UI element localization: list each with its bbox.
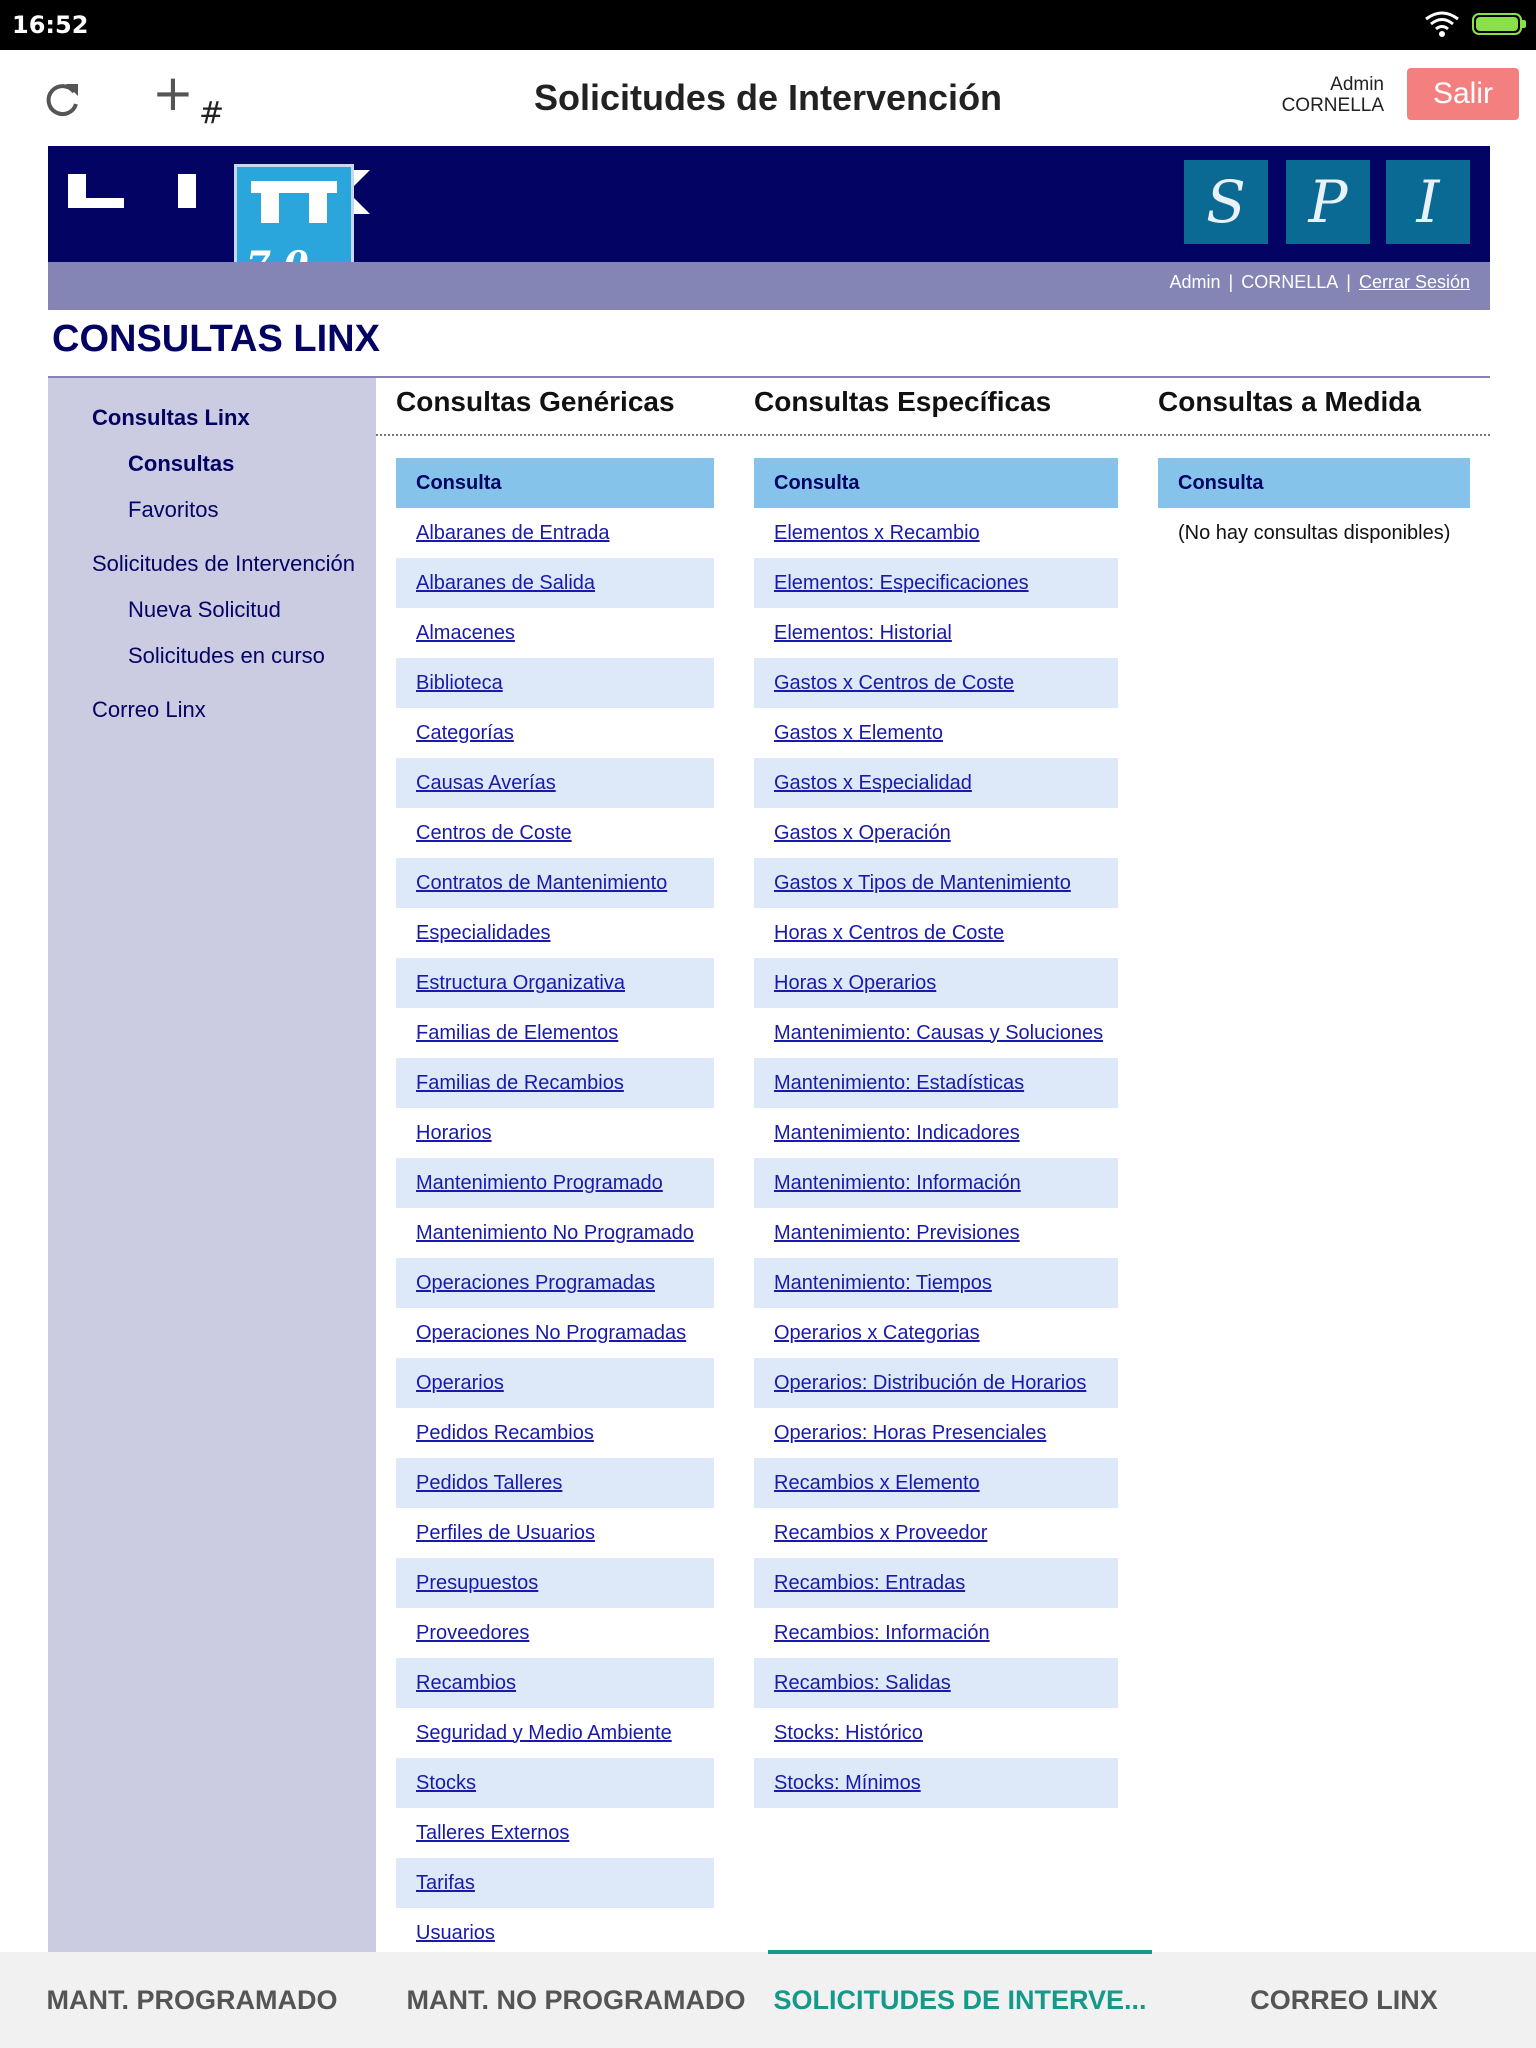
table-row — [754, 1358, 1118, 1408]
table-header: Consulta — [396, 458, 714, 508]
table-row — [396, 1208, 714, 1258]
table-row — [754, 558, 1118, 608]
query-link[interactable]: Elementos: Especificaciones — [774, 571, 1029, 594]
query-link[interactable]: Mantenimiento: Estadísticas — [774, 1071, 1025, 1094]
status-bar — [0, 0, 1536, 50]
table-row — [396, 1058, 714, 1108]
table-row — [396, 1308, 714, 1358]
table-row — [396, 1908, 714, 1958]
table-medida — [1158, 458, 1470, 558]
query-link[interactable]: Elementos: Historial — [774, 621, 952, 644]
sidebar-item[interactable]: Consultas — [128, 451, 235, 476]
query-link[interactable]: Mantenimiento No Programado — [416, 1221, 694, 1244]
table-row — [396, 1508, 714, 1558]
banner-user: Admin — [1169, 272, 1221, 292]
query-link[interactable]: Biblioteca — [416, 671, 503, 694]
banner-location: CORNELLA — [1241, 272, 1339, 292]
query-link[interactable]: Tarifas — [416, 1871, 475, 1894]
logo-n-glyph — [237, 167, 351, 247]
column-title-medida: Consultas a Medida — [1158, 386, 1421, 417]
column-title-genericas: Consultas Genéricas — [396, 386, 675, 417]
query-link[interactable]: Mantenimiento: Tiempos — [774, 1271, 992, 1294]
query-link[interactable]: Gastos x Elemento — [774, 721, 943, 744]
query-link[interactable]: Usuarios — [416, 1921, 495, 1944]
sidebar-item[interactable]: Nueva Solicitud — [128, 597, 281, 622]
tab-active-indicator — [768, 1950, 1152, 1954]
table-row — [396, 1858, 714, 1908]
table-row — [396, 658, 714, 708]
table-row — [396, 1408, 714, 1458]
table-row — [396, 1558, 714, 1608]
table-row — [754, 1558, 1118, 1608]
table-row — [754, 758, 1118, 808]
table-row — [396, 1358, 714, 1408]
query-link[interactable]: Gastos x Centros de Coste — [774, 671, 1015, 694]
table-row — [396, 708, 714, 758]
table-row — [396, 1658, 714, 1708]
table-row — [396, 858, 714, 908]
bottom-tab-bar — [0, 1952, 1536, 2048]
app-bar — [0, 50, 1536, 146]
table-row — [396, 1758, 714, 1808]
query-link[interactable]: Recambios: Salidas — [774, 1671, 951, 1694]
query-link[interactable]: Horas x Operarios — [774, 971, 937, 994]
query-link[interactable]: Recambios x Elemento — [774, 1471, 980, 1494]
spi-tile-s: S — [1184, 160, 1268, 244]
table-row — [396, 758, 714, 808]
table-row — [396, 1458, 714, 1508]
page-title: CONSULTAS LINX — [52, 318, 380, 360]
query-link[interactable]: Estructura Organizativa — [416, 971, 625, 994]
query-link[interactable]: Horarios — [416, 1121, 492, 1144]
query-link[interactable]: Mantenimiento Programado — [416, 1171, 663, 1194]
query-link[interactable]: Stocks: Mínimos — [774, 1771, 921, 1794]
table-especificas — [754, 458, 1118, 1808]
table-row — [754, 1308, 1118, 1358]
table-row — [396, 558, 714, 608]
query-link[interactable]: Albaranes de Entrada — [416, 521, 610, 544]
query-link[interactable]: Talleres Externos — [416, 1821, 570, 1844]
query-link[interactable]: Categorías — [416, 721, 514, 744]
table-row — [754, 1008, 1118, 1058]
query-link[interactable]: Familias de Recambios — [416, 1071, 624, 1094]
query-link[interactable]: Operarios: Distribución de Horarios — [774, 1371, 1087, 1394]
tab-mant-no-programado[interactable]: MANT. NO PROGRAMADO — [406, 1984, 746, 2015]
query-link[interactable]: Recambios — [416, 1671, 517, 1694]
sidebar-item[interactable]: Correo Linx — [92, 697, 206, 722]
table-row — [754, 1408, 1118, 1458]
query-link[interactable]: Operarios x Categorias — [774, 1321, 980, 1344]
table-row — [396, 1608, 714, 1658]
table-row — [754, 1758, 1118, 1808]
tab-solicitudes[interactable]: SOLICITUDES DE INTERVE... — [773, 1984, 1147, 2015]
table-row — [754, 1458, 1118, 1508]
query-link[interactable]: Operaciones No Programadas — [416, 1321, 687, 1344]
query-link[interactable]: Operarios — [416, 1371, 504, 1394]
table-row — [396, 808, 714, 858]
query-link[interactable]: Mantenimiento: Información — [774, 1171, 1021, 1194]
table-row — [754, 608, 1118, 658]
table-row — [396, 1808, 714, 1858]
table-row — [754, 708, 1118, 758]
app-title: Solicitudes de Intervención — [533, 77, 1003, 118]
query-link[interactable]: Almacenes — [416, 621, 515, 644]
wifi-icon — [1424, 10, 1460, 38]
table-genericas — [396, 458, 714, 1958]
app-user-location: CORNELLA — [1281, 95, 1384, 116]
table-row — [754, 1508, 1118, 1558]
query-link[interactable]: Albaranes de Salida — [416, 571, 596, 594]
query-link[interactable]: Presupuestos — [416, 1571, 539, 1594]
sidebar-item[interactable]: Solicitudes de Intervención — [92, 551, 355, 576]
table-row — [396, 1158, 714, 1208]
query-link[interactable]: Seguridad y Medio Ambiente — [416, 1721, 672, 1744]
table-row — [396, 1708, 714, 1758]
table-row — [754, 858, 1118, 908]
empty-message: (No hay consultas disponibles) — [1178, 521, 1451, 544]
table-row — [396, 1108, 714, 1158]
query-link[interactable]: Recambios: Información — [774, 1621, 990, 1644]
app-user-info — [1282, 74, 1384, 116]
query-link[interactable]: Recambios x Proveedor — [774, 1521, 988, 1544]
table-row — [396, 608, 714, 658]
query-link[interactable]: Pedidos Talleres — [416, 1471, 563, 1494]
table-row — [754, 1608, 1118, 1658]
app-user-name: Admin — [1330, 74, 1384, 95]
query-link[interactable]: Horas x Centros de Coste — [774, 921, 1005, 944]
hash-label[interactable]: # — [199, 96, 225, 131]
query-link[interactable]: Centros de Coste — [416, 821, 572, 844]
sidebar-item[interactable]: Favoritos — [128, 497, 219, 522]
query-link[interactable]: Especialidades — [416, 921, 551, 944]
add-icon[interactable]: + — [152, 64, 194, 122]
table-row — [754, 1108, 1118, 1158]
sidebar-item[interactable]: Consultas Linx — [92, 405, 250, 430]
query-link[interactable]: Mantenimiento: Indicadores — [774, 1121, 1020, 1144]
query-link[interactable]: Gastos x Operación — [774, 821, 951, 844]
table-row — [754, 1158, 1118, 1208]
query-link[interactable]: Familias de Elementos — [416, 1021, 619, 1044]
query-link[interactable]: Contratos de Mantenimiento — [416, 871, 668, 894]
query-link[interactable]: Gastos x Tipos de Mantenimiento — [774, 871, 1071, 894]
table-row — [754, 908, 1118, 958]
spi-tile-p: P — [1286, 160, 1370, 244]
table-row — [396, 908, 714, 958]
banner-user-links: Admin | CORNELLA | Cerrar Sesión — [1169, 272, 1470, 292]
query-link[interactable]: Recambios: Entradas — [774, 1571, 966, 1594]
column-title-especificas: Consultas Específicas — [754, 386, 1052, 417]
query-link[interactable]: Operaciones Programadas — [416, 1271, 656, 1294]
spi-tile-i: I — [1386, 160, 1470, 244]
column-divider — [376, 434, 1490, 436]
table-row — [396, 958, 714, 1008]
table-row — [754, 508, 1118, 558]
table-row — [754, 1658, 1118, 1708]
query-link[interactable]: Stocks: Histórico — [774, 1721, 923, 1744]
query-link[interactable]: Proveedores — [416, 1621, 530, 1644]
battery-icon — [1472, 13, 1522, 35]
query-link[interactable]: Pedidos Recambios — [416, 1421, 594, 1444]
query-link[interactable]: Operarios: Horas Presenciales — [774, 1421, 1047, 1444]
table-row — [754, 958, 1118, 1008]
status-time: 16:52 — [12, 11, 89, 39]
table-row — [754, 1258, 1118, 1308]
query-link[interactable]: Mantenimiento: Previsiones — [774, 1221, 1020, 1244]
exit-button[interactable]: Salir — [1407, 68, 1519, 120]
query-link[interactable]: Stocks — [416, 1771, 477, 1794]
table-row — [396, 1258, 714, 1308]
table-row — [396, 1008, 714, 1058]
banner-subbar — [48, 262, 1490, 310]
tab-mant-programado[interactable]: MANT. PROGRAMADO — [46, 1984, 338, 2015]
sidebar-item[interactable]: Solicitudes en curso — [128, 643, 325, 668]
query-link[interactable]: Perfiles de Usuarios — [416, 1521, 595, 1544]
table-row — [754, 1708, 1118, 1758]
table-row — [754, 1208, 1118, 1258]
query-link[interactable]: Causas Averías — [416, 771, 556, 794]
query-link[interactable]: Elementos x Recambio — [774, 521, 980, 544]
table-row — [754, 1058, 1118, 1108]
table-header: Consulta — [754, 458, 1118, 508]
logout-link[interactable]: Cerrar Sesión — [1358, 272, 1470, 292]
table-row — [396, 508, 714, 558]
query-link[interactable]: Gastos x Especialidad — [774, 771, 972, 794]
table-header: Consulta — [1158, 458, 1470, 508]
query-link[interactable]: Mantenimiento: Causas y Soluciones — [774, 1021, 1104, 1044]
table-row — [754, 658, 1118, 708]
table-row — [754, 808, 1118, 858]
tab-correo-linx[interactable]: CORREO LINX — [1250, 1984, 1438, 2015]
